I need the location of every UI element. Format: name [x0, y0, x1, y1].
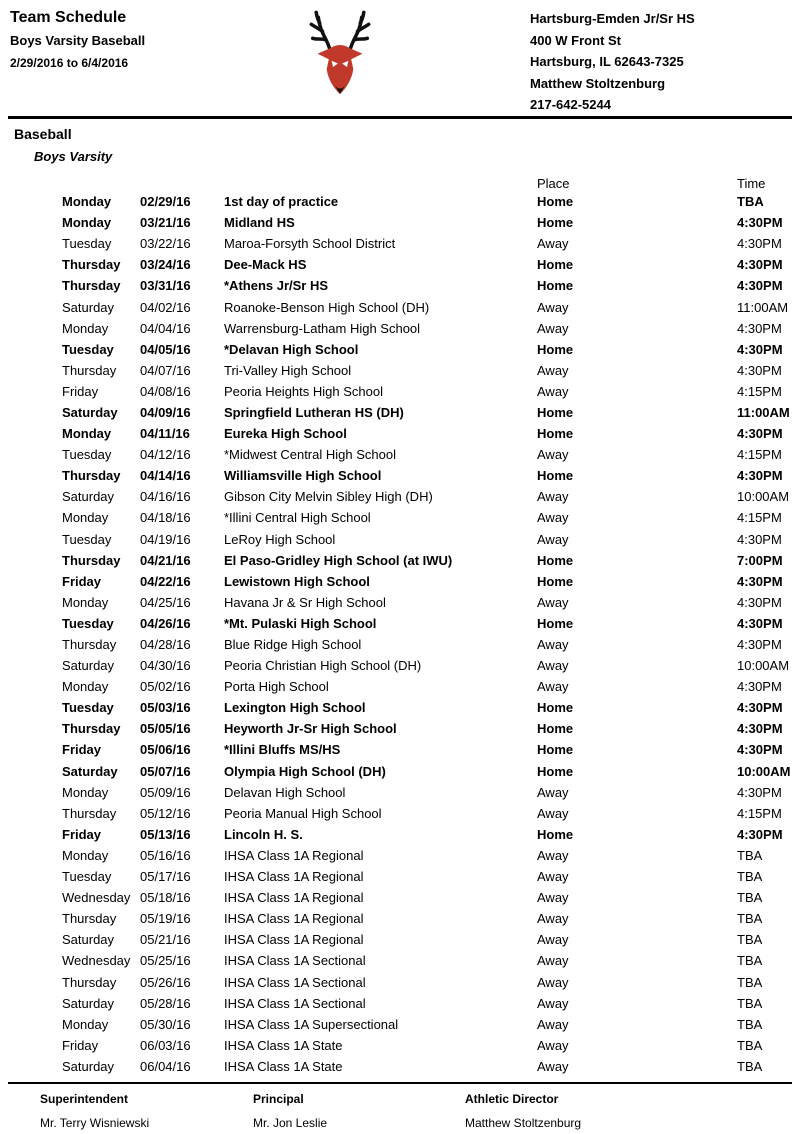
cell-time: 4:30PM: [737, 742, 783, 758]
schedule-row: [62, 550, 794, 571]
schedule-row: [62, 529, 794, 550]
footer-contact-title: Principal: [253, 1092, 304, 1106]
cell-place: Away: [537, 1037, 569, 1053]
cell-time: TBA: [737, 1037, 763, 1053]
cell-date: 05/02/16: [140, 679, 191, 695]
cell-event: Springfield Lutheran HS (DH): [224, 404, 404, 420]
cell-event: *Athens Jr/Sr HS: [224, 278, 329, 294]
cell-date: 04/09/16: [140, 404, 191, 420]
cell-day: Thursday: [62, 721, 121, 737]
schedule-row: [62, 1056, 794, 1077]
cell-place: Home: [537, 721, 574, 737]
cell-time: 4:15PM: [737, 805, 782, 821]
cell-event: IHSA Class 1A Supersectional: [224, 1016, 399, 1032]
cell-day: Saturday: [62, 932, 115, 948]
cell-time: 4:30PM: [737, 278, 783, 294]
cell-event: IHSA Class 1A Sectional: [224, 953, 366, 969]
contact-name: Matthew Stoltzenburg: [530, 75, 666, 91]
col-header-time: Time: [737, 177, 766, 191]
cell-event: Dee-Mack HS: [224, 257, 307, 273]
schedule-row: [62, 887, 794, 908]
cell-place: Home: [537, 742, 574, 758]
cell-event: Heyworth Jr-Sr High School: [224, 721, 397, 737]
cell-date: 04/04/16: [140, 320, 191, 336]
schedule-row: [62, 697, 794, 718]
cell-day: Saturday: [62, 763, 118, 779]
schedule-row: [62, 571, 794, 592]
cell-event: *Mt. Pulaski High School: [224, 615, 377, 631]
cell-place: Away: [537, 658, 569, 674]
cell-time: 4:30PM: [737, 320, 782, 336]
cell-place: Home: [537, 278, 574, 294]
cell-time: 4:30PM: [737, 215, 783, 231]
cell-date: 05/16/16: [140, 847, 191, 863]
schedule-row: [62, 1014, 794, 1035]
cell-place: Home: [537, 257, 574, 273]
cell-event: *Illini Central High School: [224, 510, 371, 526]
stag-head-logo-icon: [298, 4, 382, 102]
cell-time: 4:30PM: [737, 615, 783, 631]
cell-date: 03/22/16: [140, 236, 191, 252]
schedule-row: [62, 423, 794, 444]
cell-time: TBA: [737, 953, 763, 969]
header-divider: [8, 116, 792, 119]
cell-day: Friday: [62, 1037, 99, 1053]
cell-date: 04/12/16: [140, 447, 191, 463]
contact-phone: 217-642-5244: [530, 97, 611, 112]
cell-time: 4:30PM: [737, 679, 782, 695]
cell-time: 4:30PM: [737, 826, 783, 842]
cell-event: Blue Ridge High School: [224, 637, 362, 653]
cell-date: 04/19/16: [140, 531, 191, 547]
schedule-row: [62, 592, 794, 613]
cell-place: Away: [537, 594, 569, 610]
cell-date: 03/21/16: [140, 215, 191, 231]
cell-date: 04/28/16: [140, 637, 191, 653]
cell-day: Monday: [62, 320, 109, 336]
cell-date: 06/04/16: [140, 1058, 191, 1074]
cell-date: 05/19/16: [140, 911, 191, 927]
cell-day: Monday: [62, 1016, 109, 1032]
cell-date: 05/21/16: [140, 932, 191, 948]
cell-day: Saturday: [62, 658, 115, 674]
footer-contact-title: Superintendent: [40, 1092, 129, 1106]
cell-place: Away: [537, 911, 569, 927]
cell-day: Tuesday: [62, 447, 112, 463]
cell-event: IHSA Class 1A Regional: [224, 847, 364, 863]
cell-time: 4:30PM: [737, 784, 782, 800]
cell-day: Saturday: [62, 299, 115, 315]
cell-date: 06/03/16: [140, 1037, 191, 1053]
footer-contact: [465, 1092, 760, 1130]
schedule-row: [62, 676, 794, 697]
cell-event: Lincoln H. S.: [224, 826, 303, 842]
cell-time: 4:15PM: [737, 447, 782, 463]
cell-place: Away: [537, 847, 569, 863]
schedule-row: [62, 381, 794, 402]
schedule-row: [62, 507, 794, 528]
cell-day: Monday: [62, 510, 109, 526]
cell-day: Monday: [62, 194, 112, 210]
cell-place: Home: [537, 194, 574, 210]
cell-time: 10:00AM: [737, 489, 790, 505]
cell-day: Tuesday: [62, 869, 112, 885]
schedule-row: [62, 486, 794, 507]
footer-divider: [8, 1082, 792, 1084]
cell-day: Monday: [62, 426, 112, 442]
cell-place: Away: [537, 510, 569, 526]
cell-place: Home: [537, 426, 574, 442]
date-range: 2/29/2016 to 6/4/2016: [10, 56, 129, 70]
cell-time: TBA: [737, 869, 763, 885]
cell-time: 4:30PM: [737, 362, 782, 378]
cell-date: 05/05/16: [140, 721, 191, 737]
cell-day: Wednesday: [62, 953, 131, 969]
schedule-row: [62, 782, 794, 803]
cell-date: 05/09/16: [140, 784, 191, 800]
cell-date: 04/18/16: [140, 510, 191, 526]
schedule-row: [62, 908, 794, 929]
cell-time: 4:15PM: [737, 383, 782, 399]
cell-place: Away: [537, 362, 569, 378]
cell-event: IHSA Class 1A State: [224, 1058, 343, 1074]
schedule-row: [62, 233, 794, 254]
cell-event: Porta High School: [224, 679, 329, 695]
cell-date: 05/18/16: [140, 890, 191, 906]
cell-date: 05/17/16: [140, 869, 191, 885]
cell-place: Away: [537, 447, 569, 463]
cell-event: LeRoy High School: [224, 531, 336, 547]
cell-date: 05/13/16: [140, 826, 191, 842]
cell-day: Saturday: [62, 1058, 115, 1074]
cell-time: 10:00AM: [737, 658, 790, 674]
schedule-row: [62, 655, 794, 676]
cell-day: Saturday: [62, 404, 118, 420]
cell-place: Away: [537, 236, 569, 252]
cell-time: TBA: [737, 1058, 763, 1074]
schedule-row: [62, 613, 794, 634]
cell-place: Away: [537, 1016, 569, 1032]
cell-day: Thursday: [62, 805, 117, 821]
schedule-table-header: [62, 177, 794, 191]
cell-day: Thursday: [62, 362, 117, 378]
schedule-row: [62, 318, 794, 339]
cell-place: Home: [537, 341, 574, 357]
cell-time: TBA: [737, 890, 763, 906]
footer-contact-name: Mr. Jon Leslie: [253, 1116, 328, 1130]
cell-place: Away: [537, 890, 569, 906]
cell-event: Midland HS: [224, 215, 295, 231]
cell-place: Away: [537, 637, 569, 653]
cell-day: Saturday: [62, 489, 115, 505]
cell-time: 4:30PM: [737, 700, 783, 716]
cell-date: 04/05/16: [140, 341, 191, 357]
footer-contact: [40, 1092, 253, 1130]
schedule-row: [62, 275, 794, 296]
cell-date: 05/26/16: [140, 974, 191, 990]
footer-contact: [253, 1092, 465, 1130]
cell-time: TBA: [737, 1016, 763, 1032]
cell-date: 04/25/16: [140, 594, 191, 610]
cell-day: Monday: [62, 594, 109, 610]
cell-date: 04/30/16: [140, 658, 191, 674]
page-title: Team Schedule: [10, 9, 127, 26]
cell-event: 1st day of practice: [224, 194, 339, 210]
cell-time: 4:30PM: [737, 426, 783, 442]
cell-date: 04/14/16: [140, 468, 191, 484]
cell-date: 04/16/16: [140, 489, 191, 505]
schedule-row: [62, 296, 794, 317]
cell-event: Gibson City Melvin Sibley High (DH): [224, 489, 433, 505]
cell-event: Warrensburg-Latham High School: [224, 320, 421, 336]
cell-place: Away: [537, 784, 569, 800]
cell-place: Away: [537, 974, 569, 990]
cell-event: Eureka High School: [224, 426, 347, 442]
schedule-table-body: [62, 191, 794, 1077]
schedule-row: [62, 465, 794, 486]
cell-date: 04/11/16: [140, 426, 190, 442]
cell-day: Friday: [62, 573, 102, 589]
cell-day: Friday: [62, 742, 102, 758]
cell-time: TBA: [737, 847, 763, 863]
cell-place: Away: [537, 383, 569, 399]
cell-time: 4:30PM: [737, 468, 783, 484]
schedule-row: [62, 191, 794, 212]
cell-place: Away: [537, 953, 569, 969]
cell-time: 11:00AM: [737, 299, 789, 315]
cell-day: Tuesday: [62, 341, 114, 357]
schedule-row: [62, 761, 794, 782]
school-name: Hartsburg-Emden Jr/Sr HS: [530, 11, 695, 26]
cell-date: 05/25/16: [140, 953, 191, 969]
cell-day: Thursday: [62, 637, 117, 653]
schedule-row: [62, 803, 794, 824]
schedule-row: [62, 402, 794, 423]
schedule-row: [62, 971, 794, 992]
schedule-row: [62, 950, 794, 971]
cell-date: 05/12/16: [140, 805, 191, 821]
cell-day: Thursday: [62, 468, 121, 484]
cell-time: 4:30PM: [737, 531, 782, 547]
cell-day: Tuesday: [62, 615, 114, 631]
col-header-place: Place: [537, 177, 570, 191]
cell-event: Havana Jr & Sr High School: [224, 594, 386, 610]
cell-time: TBA: [737, 932, 763, 948]
cell-place: Away: [537, 489, 569, 505]
cell-day: Tuesday: [62, 700, 114, 716]
cell-time: 4:15PM: [737, 510, 782, 526]
cell-place: Home: [537, 826, 574, 842]
cell-day: Thursday: [62, 552, 121, 568]
cell-event: IHSA Class 1A Regional: [224, 869, 364, 885]
cell-time: 4:30PM: [737, 721, 783, 737]
cell-date: 03/31/16: [140, 278, 191, 294]
cell-place: Away: [537, 869, 569, 885]
cell-place: Away: [537, 995, 569, 1011]
cell-place: Home: [537, 552, 574, 568]
header-right-block: [530, 8, 695, 116]
cell-event: IHSA Class 1A State: [224, 1037, 343, 1053]
cell-place: Home: [537, 468, 574, 484]
cell-event: Maroa-Forsyth School District: [224, 236, 396, 252]
cell-time: 4:30PM: [737, 341, 783, 357]
schedule-row: [62, 929, 794, 950]
cell-date: 05/28/16: [140, 995, 191, 1011]
cell-date: 05/03/16: [140, 700, 191, 716]
cell-date: 04/02/16: [140, 299, 191, 315]
school-address-line1: 400 W Front St: [530, 32, 622, 48]
cell-time: 4:30PM: [737, 257, 783, 273]
cell-date: 03/24/16: [140, 257, 191, 273]
cell-day: Thursday: [62, 278, 121, 294]
cell-place: Away: [537, 320, 569, 336]
cell-event: IHSA Class 1A Regional: [224, 890, 364, 906]
schedule-row: [62, 212, 794, 233]
cell-day: Saturday: [62, 995, 115, 1011]
cell-time: TBA: [737, 911, 763, 927]
sport-title: Baseball: [14, 126, 72, 142]
cell-day: Tuesday: [62, 531, 112, 547]
cell-day: Friday: [62, 826, 102, 842]
cell-event: IHSA Class 1A Regional: [224, 911, 364, 927]
cell-day: Monday: [62, 847, 109, 863]
cell-event: Roanoke-Benson High School (DH): [224, 299, 430, 315]
schedule-row: [62, 339, 794, 360]
cell-day: Friday: [62, 383, 99, 399]
cell-time: TBA: [737, 995, 763, 1011]
schedule-row: [62, 993, 794, 1014]
school-address-line2: Hartsburg, IL 62643-7325: [530, 54, 684, 69]
cell-time: TBA: [737, 194, 764, 210]
schedule-table: [62, 177, 794, 1077]
cell-time: 10:00AM: [737, 763, 791, 779]
cell-event: *Delavan High School: [224, 341, 359, 357]
cell-place: Away: [537, 679, 569, 695]
cell-event: IHSA Class 1A Sectional: [224, 995, 366, 1011]
schedule-row: [62, 739, 794, 760]
footer-contact-title: Athletic Director: [465, 1092, 559, 1106]
cell-day: Thursday: [62, 911, 117, 927]
schedule-row: [62, 845, 794, 866]
cell-time: 11:00AM: [737, 404, 790, 420]
cell-date: 05/30/16: [140, 1016, 191, 1032]
cell-date: 02/29/16: [140, 194, 191, 210]
cell-time: 7:00PM: [737, 552, 783, 568]
cell-date: 04/08/16: [140, 383, 191, 399]
footer-contacts: [40, 1092, 760, 1130]
header-left-block: [10, 8, 145, 71]
cell-place: Home: [537, 763, 574, 779]
cell-day: Monday: [62, 215, 112, 231]
team-subtitle: Boys Varsity Baseball: [10, 33, 146, 48]
cell-date: 04/07/16: [140, 362, 191, 378]
cell-event: Olympia High School (DH): [224, 763, 386, 779]
cell-place: Home: [537, 404, 574, 420]
cell-day: Thursday: [62, 257, 121, 273]
cell-place: Away: [537, 299, 569, 315]
team-title: Boys Varsity: [34, 149, 113, 164]
cell-event: El Paso-Gridley High School (at IWU): [224, 552, 453, 568]
cell-event: *Illini Bluffs MS/HS: [224, 742, 341, 758]
cell-event: Lewistown High School: [224, 573, 370, 589]
cell-day: Thursday: [62, 974, 117, 990]
cell-date: 04/22/16: [140, 573, 191, 589]
cell-time: 4:30PM: [737, 637, 782, 653]
cell-date: 05/06/16: [140, 742, 191, 758]
cell-event: IHSA Class 1A Sectional: [224, 974, 366, 990]
schedule-row: [62, 1035, 794, 1056]
cell-day: Monday: [62, 784, 109, 800]
cell-day: Wednesday: [62, 890, 131, 906]
cell-date: 04/26/16: [140, 615, 191, 631]
schedule-row: [62, 718, 794, 739]
cell-date: 04/21/16: [140, 552, 191, 568]
cell-day: Tuesday: [62, 236, 112, 252]
cell-time: 4:30PM: [737, 236, 782, 252]
cell-event: Delavan High School: [224, 784, 346, 800]
cell-place: Home: [537, 215, 574, 231]
cell-place: Away: [537, 1058, 569, 1074]
cell-event: *Midwest Central High School: [224, 447, 396, 463]
cell-place: Away: [537, 531, 569, 547]
footer-contact-name: Mr. Terry Wisniewski: [40, 1116, 150, 1130]
schedule-row: [62, 444, 794, 465]
cell-date: 05/07/16: [140, 763, 191, 779]
cell-place: Away: [537, 805, 569, 821]
schedule-row: [62, 254, 794, 275]
cell-event: Lexington High School: [224, 700, 366, 716]
cell-event: Peoria Manual High School: [224, 805, 382, 821]
cell-time: TBA: [737, 974, 763, 990]
cell-place: Away: [537, 932, 569, 948]
cell-time: 4:30PM: [737, 594, 782, 610]
cell-day: Monday: [62, 679, 109, 695]
cell-event: IHSA Class 1A Regional: [224, 932, 364, 948]
schedule-row: [62, 360, 794, 381]
cell-event: Tri-Valley High School: [224, 362, 352, 378]
schedule-row: [62, 824, 794, 845]
schedule-row: [62, 634, 794, 655]
cell-event: Peoria Christian High School (DH): [224, 658, 422, 674]
cell-place: Home: [537, 700, 574, 716]
cell-place: Home: [537, 615, 574, 631]
schedule-row: [62, 866, 794, 887]
cell-event: Williamsville High School: [224, 468, 382, 484]
cell-event: Peoria Heights High School: [224, 383, 383, 399]
footer-contact-name: Matthew Stoltzenburg: [465, 1116, 582, 1130]
cell-time: 4:30PM: [737, 573, 783, 589]
cell-place: Home: [537, 573, 574, 589]
